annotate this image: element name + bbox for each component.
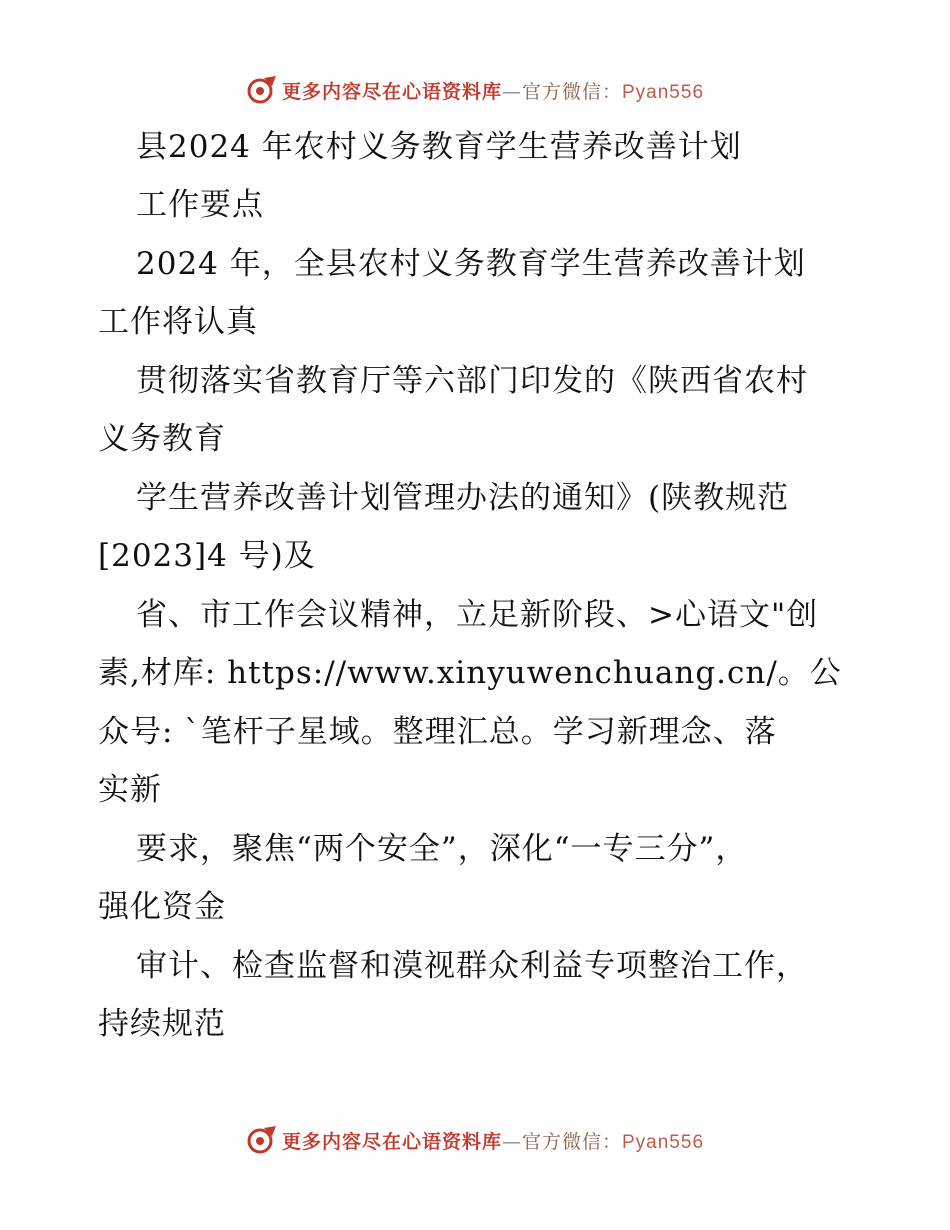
paragraph-line: 众号: `笔杆子星域。整理汇总。学习新理念、落 — [98, 714, 777, 750]
watermark-wechat-id: Pyan556 — [622, 81, 705, 103]
paragraph-line: 义务教育 — [98, 421, 226, 457]
watermark-dash: — — [501, 1130, 522, 1153]
watermark-dash: — — [501, 80, 522, 103]
watermark-site-name: 更多内容尽在心语资料库 — [281, 80, 502, 103]
doc-title-line-1: 县2024 年农村义务教育学生营养改善计划 — [136, 129, 742, 165]
paragraph-line: 2024 年，全县农村义务教育学生营养改善计划 — [136, 246, 806, 282]
pen-logo-icon — [246, 1124, 278, 1156]
paragraph-line: 强化资金 — [98, 889, 226, 925]
paragraph-line: 学生营养改善计划管理办法的通知》(陕教规范 — [136, 480, 790, 516]
footer-watermark — [0, 1120, 950, 1160]
paragraph-line: 贯彻落实省教育厅等六部门印发的《陕西省农村 — [136, 363, 808, 399]
pen-logo-icon — [246, 74, 278, 106]
paragraph-line: 素,材库: https://www.xinyuwenchuang.cn/。公 — [98, 655, 842, 691]
watermark-wechat-label: 官方微信： — [521, 80, 622, 103]
watermark-text — [282, 77, 704, 104]
watermark-wechat-label: 官方微信： — [521, 1130, 622, 1153]
watermark-text — [282, 1127, 704, 1154]
paragraph-line: 审计、检查监督和漠视群众利益专项整治工作， — [136, 948, 808, 984]
paragraph-line: 持续规范 — [98, 1006, 226, 1042]
header-watermark — [0, 70, 950, 110]
paragraph-line: [2023]4 号)及 — [98, 538, 316, 574]
doc-title-line-2: 工作要点 — [136, 187, 264, 223]
watermark-wechat-id: Pyan556 — [622, 1131, 705, 1153]
paragraph-line: 工作将认真 — [98, 304, 258, 340]
watermark-site-name: 更多内容尽在心语资料库 — [281, 1130, 502, 1153]
paragraph-line: 要求，聚焦“两个安全”，深化“一专三分”， — [136, 831, 748, 867]
paragraph-line: 省、市工作会议精神，立足新阶段、>心语文"创 — [136, 597, 819, 633]
paragraph-line: 实新 — [98, 772, 162, 808]
